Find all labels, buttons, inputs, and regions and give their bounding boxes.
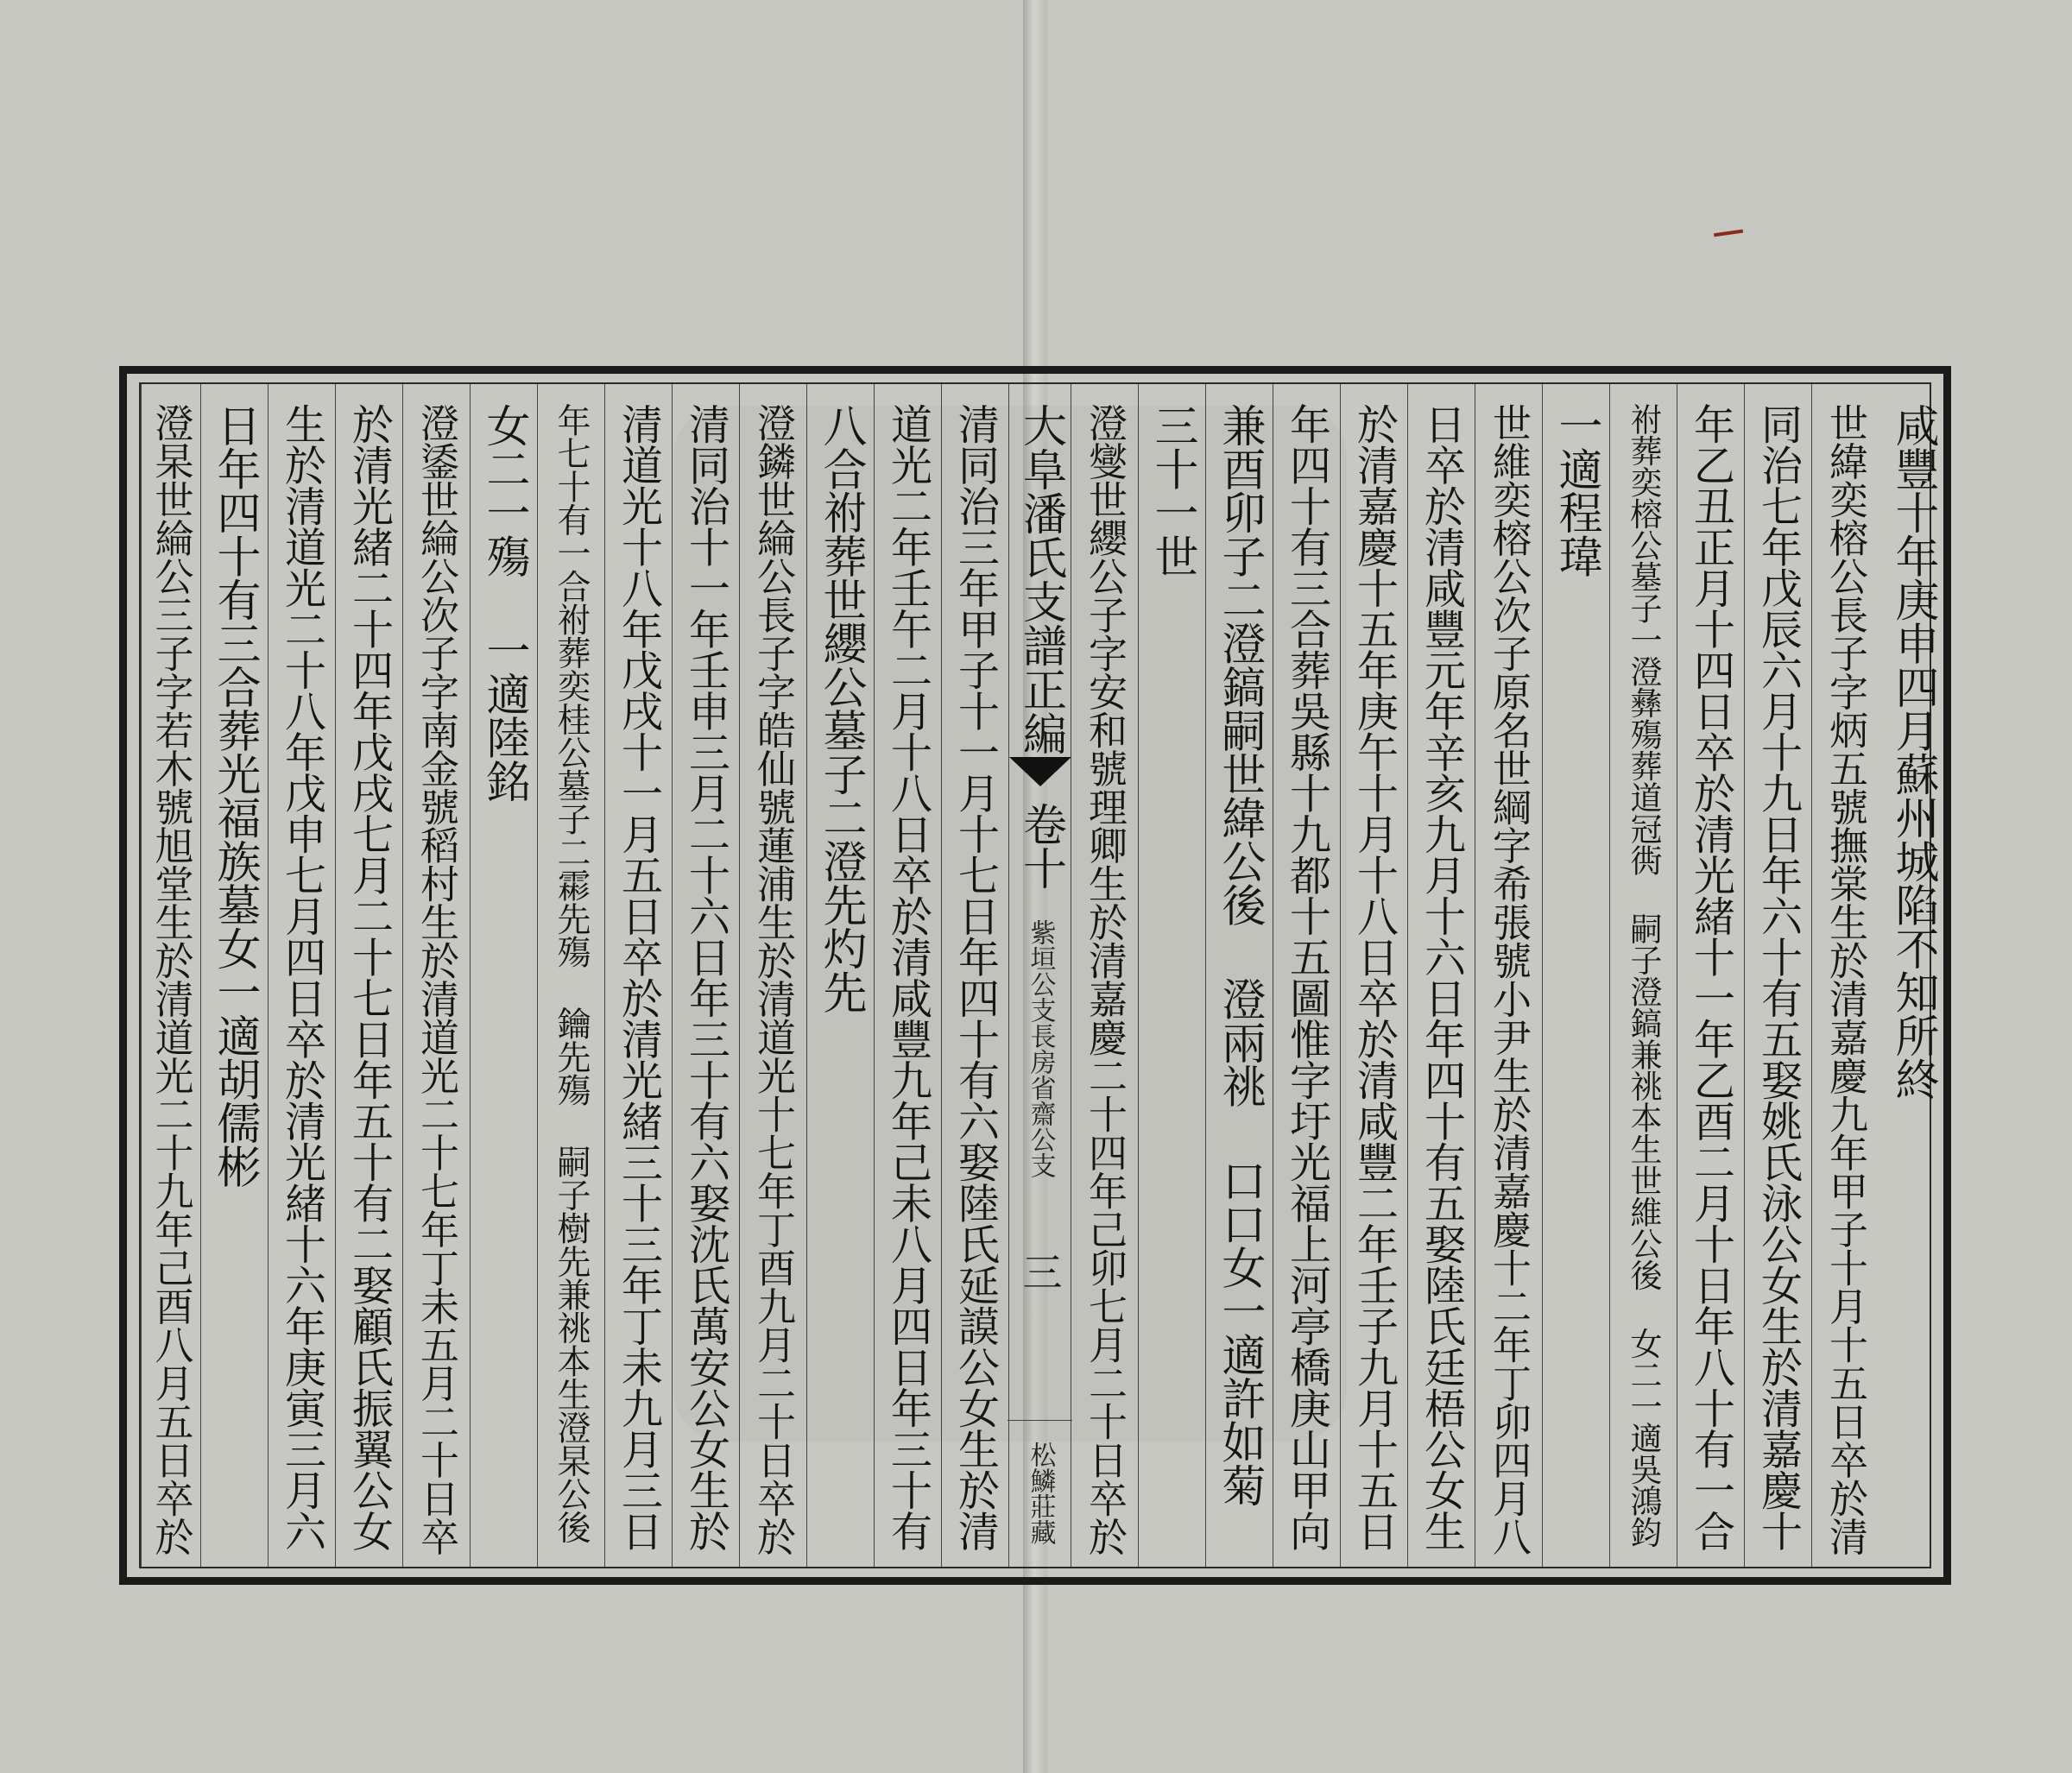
text-column (335, 384, 402, 1567)
column-text: 清道光十八年戊戌十一月五日卒於清光緒三十三年丁未九月三日 (614, 403, 663, 1551)
column-text: 一適程瑋 (1551, 403, 1601, 577)
column-text: 咸豐十年庚申四月蘇州城陷不知所終 (1887, 403, 1938, 1101)
column-text: 澄燮世纓公子字安和號理卿生於清嘉慶二十四年己卯七月二十日卒於 (1082, 403, 1128, 1555)
text-column (604, 384, 672, 1567)
text-column (1811, 384, 1879, 1567)
column-text: 於清光緒二十四年戊戌七月二十七日年五十有二娶顧氏振翼公女 (344, 403, 394, 1551)
column-text: 澄杲世綸公三子字若木號旭堂生於清道光二十九年己酉八月五日卒於 (148, 403, 194, 1555)
text-column (1340, 384, 1407, 1567)
column-text: 澄鏻世綸公長子字皓仙號蓮浦生於清道光十七年丁酉九月二十日卒於 (750, 403, 796, 1555)
text-column (1542, 384, 1609, 1567)
text-column (1879, 384, 1947, 1567)
banner-divider (1008, 1420, 1072, 1421)
text-frame (119, 366, 1951, 1585)
text-column (1609, 384, 1677, 1567)
branch-label: 紫垣公支長房省齋公支 (1025, 919, 1056, 1178)
publisher-hall: 松鱗莊藏 (1025, 1442, 1056, 1545)
column-text: 生於清道光二十八年戊申七月四日卒於清光緒十六年庚寅三月六 (277, 403, 326, 1551)
column-text: 清同治十一年壬申三月二十六日年三十有六娶沈氏萬安公女生於 (681, 403, 730, 1551)
text-grid (139, 382, 1938, 1568)
column-text: 世緯奕榕公長子字炳五號撫棠生於清嘉慶九年甲子十月十五日卒於清 (1822, 403, 1868, 1555)
text-column (1677, 384, 1744, 1567)
text-column (1205, 384, 1273, 1567)
column-text: 於清嘉慶十五年庚午十月十八日卒於清咸豐二年壬子九月十五日 (1349, 403, 1399, 1551)
book-title: 大阜潘氏支譜正編 (1014, 403, 1066, 755)
text-column (1744, 384, 1811, 1567)
text-column (1071, 384, 1138, 1567)
text-column (537, 384, 604, 1567)
text-column (470, 384, 537, 1567)
red-ink-mark (1714, 230, 1743, 237)
page-number: 三 (1016, 1252, 1064, 1291)
column-text: 清同治三年甲子十一月十七日年四十有六娶陸氏延謨公女生於清 (951, 403, 1000, 1551)
column-text: 年四十有三合葬吳縣十九都十五圖惟字圩光福上河亭橋庚山甲向 (1282, 403, 1331, 1551)
text-column (941, 384, 1008, 1567)
column-text: 祔葬奕榕公墓子一澄彝殤葬道冠衖 嗣子澄鎬兼祧本生世維公後 女二一適吳鴻鈞 (1625, 403, 1662, 1548)
fish-tail-mark (1009, 757, 1071, 786)
column-text: 年七十有一合祔葬奕桂公墓子二霦先殤 鑰先殤 嗣子樹先兼祧本生澄杲公後 (552, 403, 591, 1543)
column-text: 日卒於清咸豐元年辛亥九月十六日年四十有五娶陸氏廷梧公女生 (1417, 403, 1466, 1551)
volume-label: 卷十 (1014, 802, 1066, 890)
column-text: 世維奕榕公次子原名世綱字希張號小尹生於清嘉慶十二年丁卯四月八 (1486, 403, 1532, 1555)
text-column (1138, 384, 1205, 1567)
column-text: 三十一世 (1147, 403, 1197, 577)
column-text: 同治七年戊辰六月十九日年六十有五娶姚氏泳公女生於清嘉慶十 (1753, 403, 1803, 1551)
text-column (268, 384, 335, 1567)
column-text: 年乙丑正月十四日卒於清光緒十一年乙酉二月十日年八十有一合 (1686, 403, 1735, 1551)
column-text: 澄鋈世綸公次子字南金號稻村生於清道光二十七年丁未五月二十日卒 (414, 403, 459, 1555)
text-column (874, 384, 941, 1567)
text-column (200, 384, 268, 1567)
column-text: 道光二年壬午二月十八日卒於清咸豐九年己未八月四日年三十有 (883, 403, 932, 1551)
text-column (739, 384, 806, 1567)
text-column (402, 384, 470, 1567)
column-text: 女二一殤 一適陸銘 (478, 403, 529, 803)
text-column (1273, 384, 1340, 1567)
banner-column (1008, 384, 1071, 1567)
column-text: 日年四十有三合葬光福族墓女一適胡儒彬 (209, 403, 260, 1188)
column-text: 兼酉卯子二澄鎬嗣世緯公後 澄兩祧 口口女一適許如菊 (1214, 403, 1265, 1507)
text-column (141, 384, 200, 1567)
text-column (672, 384, 739, 1567)
text-column (1475, 384, 1542, 1567)
text-column (1407, 384, 1475, 1567)
text-column (806, 384, 874, 1567)
column-text: 八合祔葬世纓公墓子二澄先灼先 (815, 403, 866, 1013)
